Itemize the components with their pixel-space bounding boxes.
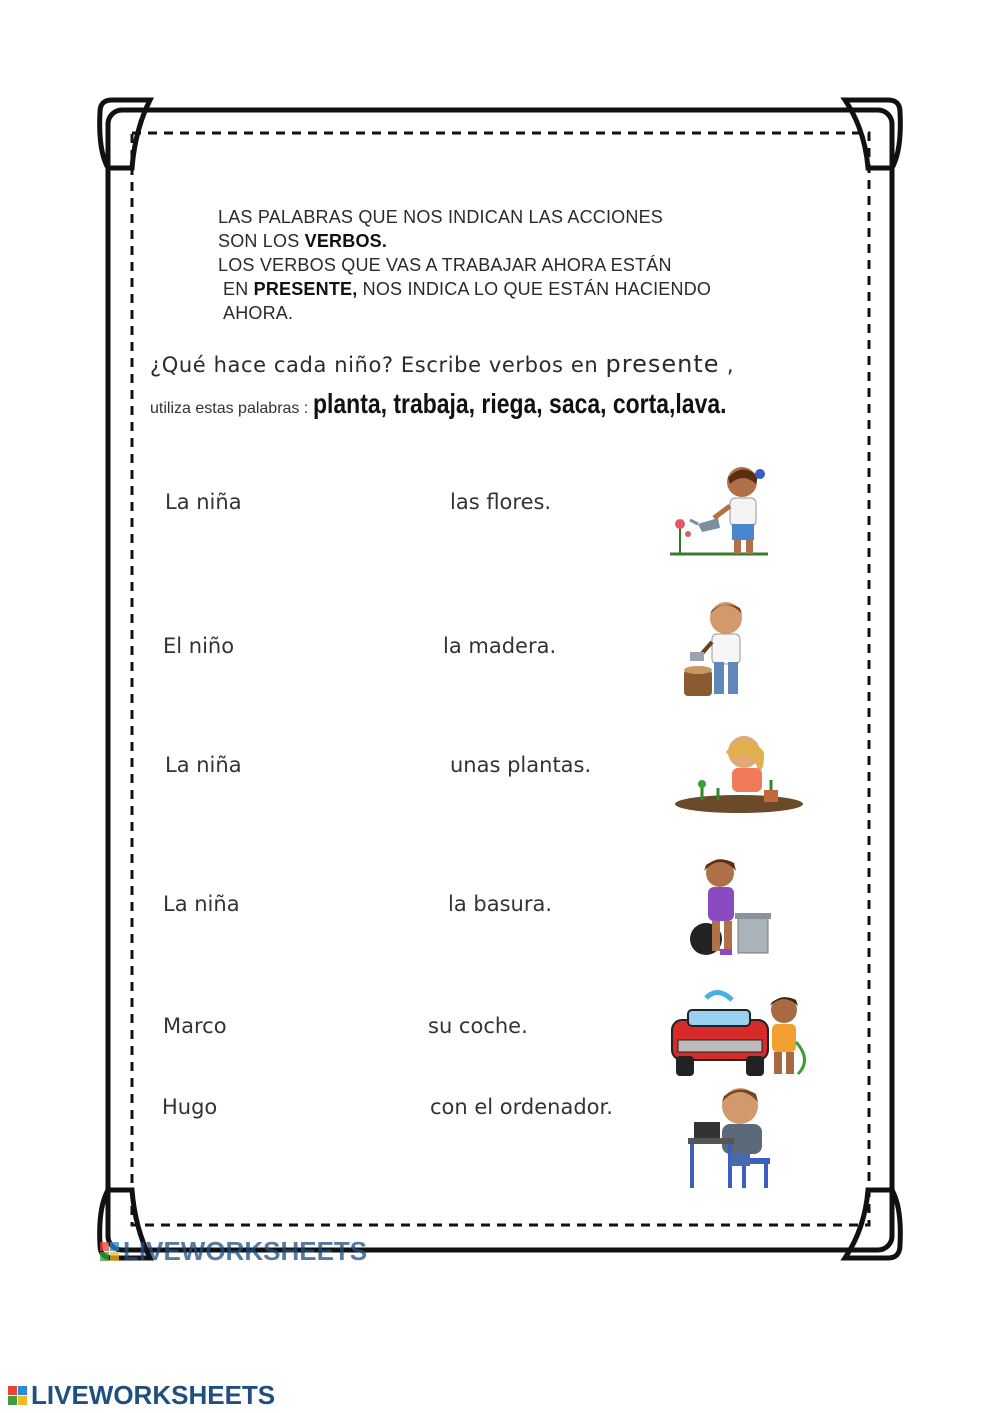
- intro-line-5: AHORA.: [223, 303, 294, 323]
- answer-input-1[interactable]: [265, 488, 444, 520]
- watermark-footer[interactable]: LIVEWORKSHEETS: [8, 1380, 275, 1411]
- boy-at-computer-icon: [686, 1082, 784, 1190]
- intro-line-4: EN PRESENTE, NOS INDICA LO QUE ESTÁN HACIENDO: [223, 279, 712, 299]
- subject-4: La niña: [163, 892, 240, 916]
- word-bank: planta, trabaja, riega, saca, corta,lava.: [312, 388, 727, 419]
- object-5: su coche.: [428, 1014, 528, 1038]
- subject-5: Marco: [163, 1014, 227, 1038]
- girl-watering-flowers-icon: [668, 462, 773, 562]
- intro-line-1: LAS PALABRAS QUE NOS INDICAN LAS ACCIONES: [218, 207, 663, 227]
- object-4: la basura.: [448, 892, 553, 916]
- answer-input-6[interactable]: [232, 1093, 426, 1125]
- answer-input-4[interactable]: [263, 890, 442, 922]
- object-1: las flores.: [450, 490, 552, 514]
- answer-input-2[interactable]: [255, 632, 439, 664]
- instruction-word-bank: utiliza estas palabras : planta, trabaja, riega, saca, corta,lava.: [150, 388, 727, 419]
- watermark-inner: LIVEWORKSHEETS: [100, 1236, 367, 1267]
- answer-input-5[interactable]: [245, 1012, 424, 1044]
- object-6: con el ordenador.: [430, 1095, 613, 1119]
- girl-taking-out-trash-icon: [690, 855, 788, 960]
- subject-2: El niño: [163, 634, 235, 658]
- girl-planting-icon: [672, 730, 807, 820]
- boy-chopping-wood-icon: [680, 596, 760, 704]
- boy-washing-car-icon: [668, 990, 813, 1082]
- liveworksheets-logo-icon: [100, 1242, 119, 1261]
- intro-line-2: SON LOS VERBOS.: [218, 231, 388, 251]
- subject-6: Hugo: [162, 1095, 218, 1119]
- answer-input-3[interactable]: [265, 751, 444, 783]
- intro-text: [218, 205, 711, 325]
- object-3: unas plantas.: [450, 753, 592, 777]
- subject-1: La niña: [165, 490, 242, 514]
- instruction-question: ¿Qué hace cada niño? Escribe verbos en presente ,: [150, 350, 735, 378]
- liveworksheets-logo-icon: [8, 1386, 27, 1405]
- intro-line-3: LOS VERBOS QUE VAS A TRABAJAR AHORA ESTÁN: [218, 255, 672, 275]
- object-2: la madera.: [443, 634, 557, 658]
- subject-3: La niña: [165, 753, 242, 777]
